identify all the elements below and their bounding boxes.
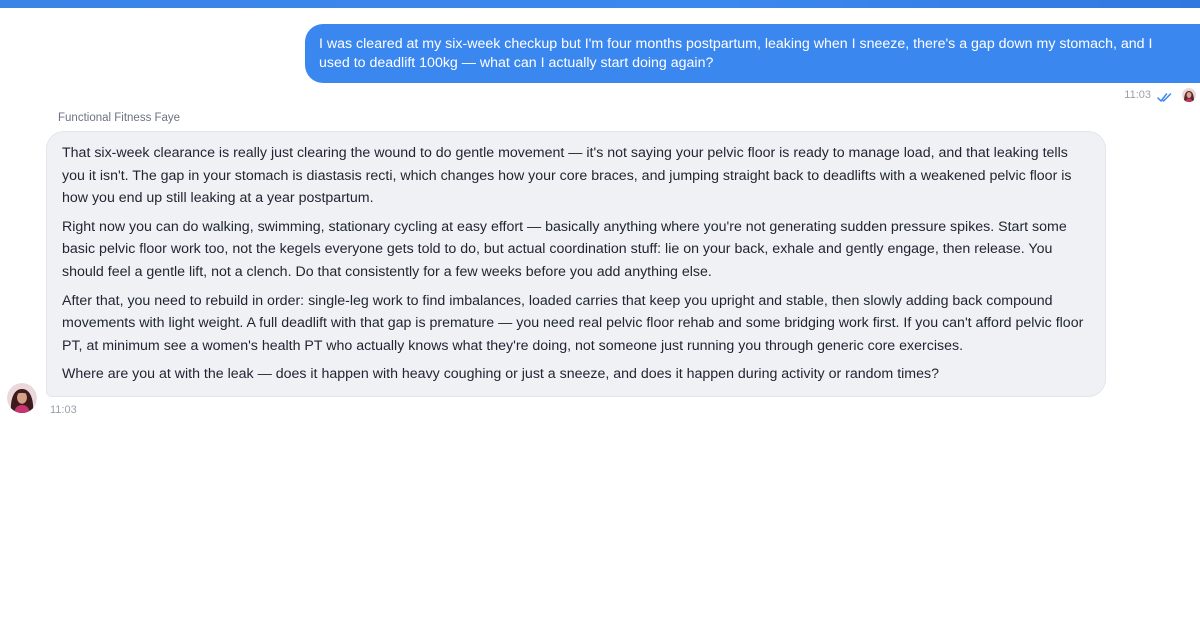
outgoing-message-bubble[interactable] — [305, 24, 1200, 83]
sender-name: Functional Fitness Faye — [58, 112, 181, 124]
double-check-icon — [1157, 90, 1172, 101]
user-avatar-icon[interactable] — [1182, 88, 1196, 102]
message-paragraph: Where are you at with the leak — does it happen with heavy coughing or just a sneeze, and does it happen during activity or random times? — [62, 366, 939, 383]
top-accent-bar — [0, 0, 1200, 8]
coach-avatar-icon[interactable] — [7, 383, 37, 413]
message-paragraph: Right now you can do walking, swimming, stationary cycling at easy effort — basically anything where you're not generating sudden pressure spikes. Start some basic pelvic floor work too, not the kegels everyone gets told to do, but actual coordination stuff: lie on your back, exhale and gently engage, then release. You should feel a gentle lift, not a clench. Do that consistently for a few weeks before you add anything else. — [62, 218, 1067, 280]
message-paragraph: That six-week clearance is really just clearing the wound to do gentle movement — it's not saying your pelvic floor is ready to manage load, and that leaking tells you it isn't. The gap in your stomach is diastasis recti, which changes how your core braces, and jumping straight back to deadlifts with a weakened pelvic floor is how you end up still leaking at a year postpartum. — [62, 145, 1072, 207]
incoming-message-time: 11:03 — [50, 404, 77, 416]
message-paragraph: After that, you need to rebuild in order: single-leg work to find imbalances, loaded carries that keep you upright and stable, then slowly adding back compound movements with light weight. A full deadlift with that gap is premature — you need real pelvic floor rehab and some bridging work first. If you can't afford pelvic floor PT, at minimum see a women's health PT who actually knows what they're doing, not someone just running you through generic core exercises. — [62, 292, 1084, 354]
outgoing-message-time: 11:03 — [1124, 89, 1151, 101]
outgoing-message-meta — [1124, 87, 1196, 103]
incoming-message-bubble[interactable] — [46, 131, 1106, 397]
outgoing-message-text: I was cleared at my six-week checkup but I'm four months postpartum, leaking when I sneeze, there's a gap down my stomach, and I used to deadlift 100kg — what can I actually start doing again? — [319, 36, 1153, 71]
